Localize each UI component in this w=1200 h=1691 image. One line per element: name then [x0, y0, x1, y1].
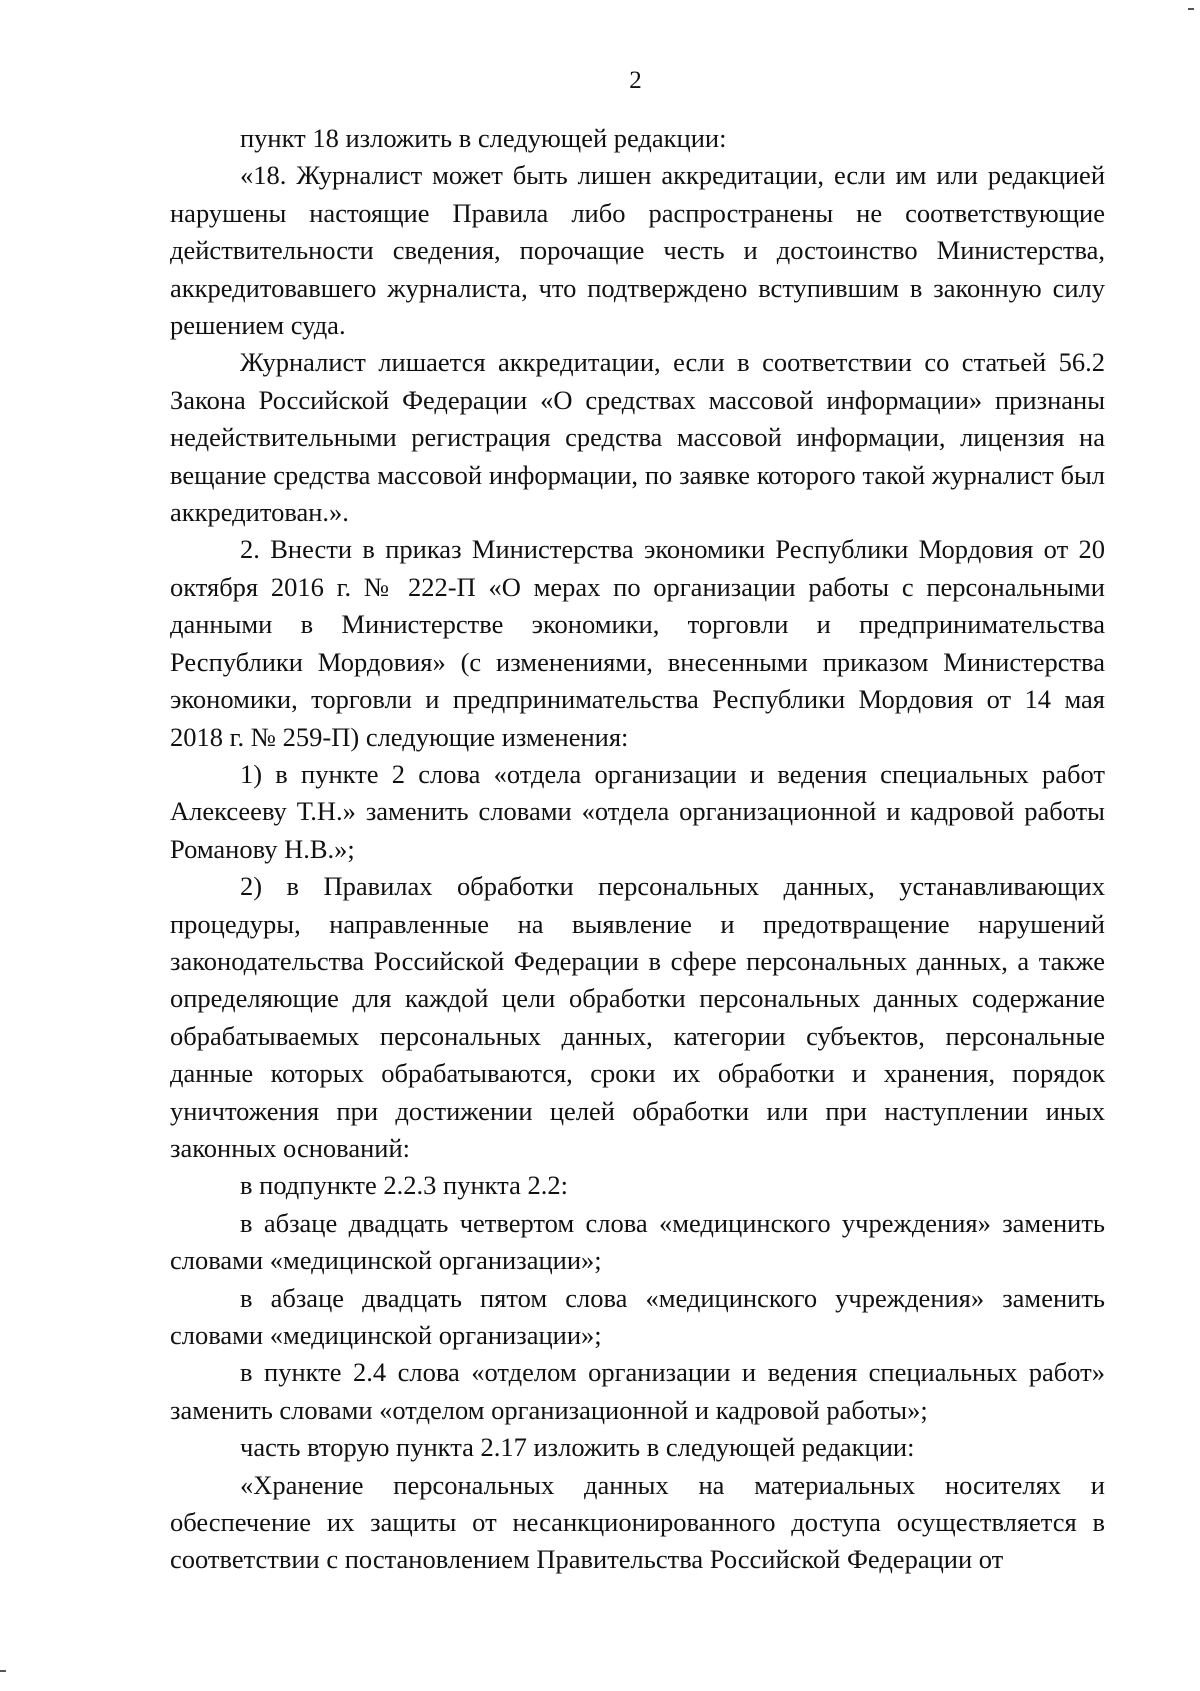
paragraph-abzac-24: в абзаце двадцать четвертом слова «медицинского учреждения» заменить словами «медицинской организации»; — [170, 1207, 1105, 1276]
paragraph-subclause-2-2-3: в подпункте 2.2.3 пункта 2.2: — [240, 1170, 568, 1201]
paragraph-subitem-1: 1) в пункте 2 слова «отдела организации и ведения специальных работ Алексееву Т.Н.» заменить словами «отдела организационной и кадровой работы Романову Н.В.»; — [170, 758, 1105, 864]
paragraph-item-2-17-intro: часть вторую пункта 2.17 изложить в следующей редакции: — [240, 1432, 915, 1463]
paragraph-abzac-25: в абзаце двадцать пятом слова «медицинского учреждения» заменить словами «медицинской организации»; — [170, 1282, 1105, 1350]
document-body — [170, 120, 1105, 1579]
paragraph-accreditation-loss: Журналист лишается аккредитации, если в соответствии со статьей 56.2 Закона Российской Федерации «О средствах массовой информации» признаны недействительными регистрация средства массовой информации, лицензия на вещание средства массовой информации, по заявке которого такой журналист был аккредитован.». — [170, 347, 1105, 528]
paragraph-item-2-4: в пункте 2.4 слова «отделом организации и ведения специальных работ» заменить словами «отделом организационной и кадровой работы»; — [170, 1357, 1105, 1425]
page-number: 2 — [629, 67, 642, 94]
paragraph-order-amendment: 2. Внести в приказ Министерства экономики Республики Мордовия от 20 октября 2016 г. № 222-П «О мерах по организации работы с персональными данными в Министерстве экономики, торговли и предпринимательства Республики Мордовия» (с изменениями, внесенными приказом Министерства экономики, торговли и предпринимательства Республики Мордовия от 14 мая 2018 г. № 259-П) следующие изменения: — [170, 534, 1105, 752]
paragraph-item-18-text: «18. Журналист может быть лишен аккредитации, если им или редакцией нарушены настоящие Правила либо распространены не соответствующие действительности сведения, порочащие честь и достоинство Министерства, аккредитовавшего журналиста, что подтверждено вступившим в законную силу решением суда. — [170, 160, 1105, 341]
paragraph-item-2-17-text: «Хранение персональных данных на материальных носителях и обеспечение их защиты от несанкционированного доступа осуществляется в соответствии с постановлением Правительства Российской Федерации от — [170, 1469, 1105, 1575]
paragraph-subitem-2: 2) в Правилах обработки персональных данных, устанавливающих процедуры, направленные на выявление и предотвращение нарушений законодательства Российской Федерации в сфере персональных данных, а также определяющие для каждой цели обработки персональных данных содержание обрабатываемых персональных данных, категории субъектов, персональные данные которых обрабатываются, сроки их обработки и хранения, порядок уничтожения при достижении целей обработки или при наступлении иных законных оснований: — [170, 871, 1105, 1163]
scan-edge-mark-bottom — [0, 1670, 6, 1672]
scan-edge-mark-top — [1188, 8, 1194, 10]
paragraph-item-18-intro: пункт 18 изложить в следующей редакции: — [240, 123, 727, 153]
